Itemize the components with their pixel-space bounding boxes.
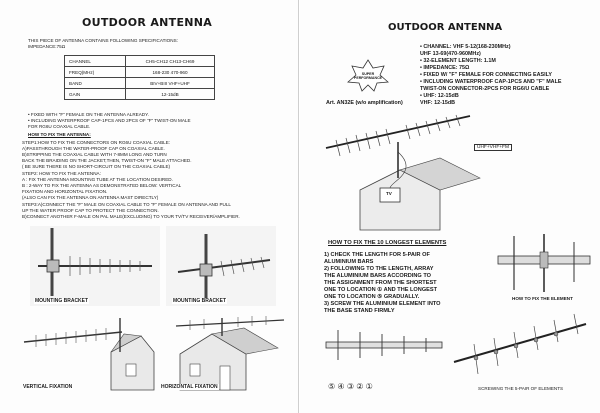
mounting-bracket-label: MOUNTING BRACKET [173, 298, 227, 304]
left-title: OUTDOOR ANTENNA [82, 16, 213, 29]
fix-element-label: HOW TO FIX THE ELEMENT [512, 296, 573, 301]
instruction-line: THE ASSIGNMENT FROM THE SHORTEST [324, 280, 437, 286]
position-numbers [328, 382, 373, 391]
spec-line: • INCLUDING WATERPROOF CAP-1PCS AND "F" MALE [420, 79, 562, 85]
spec-label: BAND [65, 78, 126, 89]
fix-element-figure [496, 232, 592, 296]
step-line: B)CONNECT ANOTHER F-MALE ON PAL MALE(EXCLUDING) TO YOUR TV/TV RECEIVER/AMPLIFIER. [22, 214, 240, 219]
position-number: ① [365, 382, 373, 391]
vertical-bracket-figure [30, 226, 160, 306]
step-line: STEP2: HOW TO FIX THE ANTENNA: [22, 171, 101, 176]
spec-value: 168-230 470-960 [126, 67, 215, 78]
spec-line: • FIXED W/ "F" FEMALE FOR CONNECTING EASILY [420, 72, 552, 78]
spec-line: • UHF: 12-15dB [420, 93, 459, 99]
antenna-house-illustration [320, 112, 520, 232]
impedance-text: IMPEDANCE:75Ω [28, 44, 66, 49]
spec-line: • 32-ELEMENT LENGTH: 1.1M [420, 58, 496, 64]
instruction-line: 2) FOLLOWING TO THE LENGTH, ARRAY [324, 266, 434, 272]
spec-value: BIV+BIII VHF+UHF [126, 78, 215, 89]
vertical-fixation-figure [16, 312, 156, 394]
how-to-heading: HOW TO FIX THE ANTENNA: [28, 132, 91, 137]
position-number: ② [356, 382, 364, 391]
position-number: ④ [337, 382, 345, 391]
screwing-label: SCREWING THE 5-PAIR OF ELEMENTS [478, 386, 564, 391]
step-line: STEP1:HOW TO FIX THE CONNECTORS ON RG6U COAXIAL CABLE: [22, 140, 171, 145]
position-number: ③ [346, 382, 354, 391]
spec-value: 12-15dB [126, 89, 215, 100]
table-row [65, 89, 215, 100]
spec-line: VHF: 12-15dB [420, 100, 456, 106]
right-manual-page [300, 0, 600, 413]
step-line: B : 2-WAY TO FIX THE ANTENNA AS DEMONSTRATED BELOW: VERTICAL [22, 183, 182, 188]
instruction-line: 3) SCREW THE ALUMINIUM ELEMENT INTO [324, 301, 441, 307]
position-number: ⑤ [328, 382, 336, 391]
art-label: Art. AN32E (w/o amplification) [326, 100, 403, 106]
intro-text: THIS PIECE OF ANTENNA CONTAINS FOLLOWING SPECIFICATIONS: [28, 38, 178, 43]
spec-value: CH5-CH12 CH13-CH69 [126, 56, 215, 67]
vertical-fixation-label: VERTICAL FIXATION [23, 384, 73, 390]
instruction-line: THE ALUMINIUM BARS ACCORDING TO [324, 273, 432, 279]
spec-line: • CHANNEL: VHF 5-12(168-230MHz) [420, 44, 511, 50]
step-line: ( BE SURE THERE IS NO SHORT-CIRCUIT ON THE COAXIAL CABLE) [22, 164, 171, 169]
element-positions-figure [324, 322, 444, 368]
note-line: FOR RG6U COAXIAL CABLE. [28, 124, 91, 129]
spec-line: UHF 13-69(470-960MHz) [420, 51, 481, 57]
signal-label: UHF+VHF+FM [474, 144, 512, 151]
table-row [65, 78, 215, 89]
instruction-line: THE BASE STAND FIRMLY [324, 308, 395, 314]
horizontal-bracket-figure [166, 226, 276, 306]
instruction-line: ALUMINIUM BARS [324, 259, 374, 265]
screwing-elements-figure [450, 300, 590, 380]
note-line: • INCLUDING WATERPROOF CAP-1PCS AND 2PCS OF "F" TWIST-ON MALE [28, 118, 191, 123]
table-row [65, 56, 215, 67]
spec-line: TWIST-ON CONNECTOR-2PCS FOR RG6/U CABLE [420, 86, 550, 92]
step-line: STEP3:A)CONNECT THE "F" MALE ON COAXIAL CABLE TO "F" FEMALE ON ANTENNA AND PULL [22, 202, 231, 207]
step-line: UP THE WATER PROOF CAP TO PROTECT THE CONNECTION. [22, 208, 159, 213]
spec-label: GAIN [65, 89, 126, 100]
note-line: • FIXED WITH "F" FEMALE ON THE ANTENNA ALREADY. [28, 112, 149, 117]
spec-label: CHANNEL [65, 56, 126, 67]
instruction-line: ONE TO LOCATION ⑤ GRADUALLY. [324, 294, 420, 300]
tv-label: TV [386, 191, 392, 196]
spec-table [64, 55, 215, 100]
step-line: A : FIX THE ANTENNA MOUNTING TUBE AT THE LOCATION DESIRED. [22, 177, 173, 182]
step-line: (ALSO CAN FIX THE ANTENNA ON ANTENNA MAST DIRECTLY) [22, 195, 159, 200]
badge-text: SUPER PERFORMANCE [353, 72, 383, 80]
right-title: OUTDOOR ANTENNA [388, 22, 503, 33]
left-manual-page [0, 0, 299, 413]
instruction-line: 1) CHECK THE LENGTH FOR 5-PAIR OF [324, 252, 430, 258]
instruction-line: ONE TO LOCATION ① AND THE LONGEST [324, 287, 438, 293]
spec-label: FREQ(MHz) [65, 67, 126, 78]
table-row [65, 67, 215, 78]
mounting-bracket-label: MOUNTING BRACKET [35, 298, 89, 304]
step-line: FIXATION AND HORIZONTAL FIXATION. [22, 189, 108, 194]
step-line: B)STRIPPING THE COAXIAL CABLE WITH 7-8MM LONG AND TURN [22, 152, 167, 157]
step-line: BACK THE BRAIDING ON THE JACKET,THEN, TWIST-ON "F" MALE ATTACHED. [22, 158, 192, 163]
horizontal-fixation-label: HORIZONTAL FIXATION [161, 384, 218, 390]
spec-line: • IMPEDANCE: 75Ω [420, 65, 470, 71]
step-line: A)PASSTHROUGH THE WATER-PROOF CAP ON COAXIAL CABLE. [22, 146, 165, 151]
horizontal-fixation-figure [160, 312, 290, 394]
how-fix-heading: HOW TO FIX THE 10 LONGEST ELEMENTS [328, 240, 447, 246]
